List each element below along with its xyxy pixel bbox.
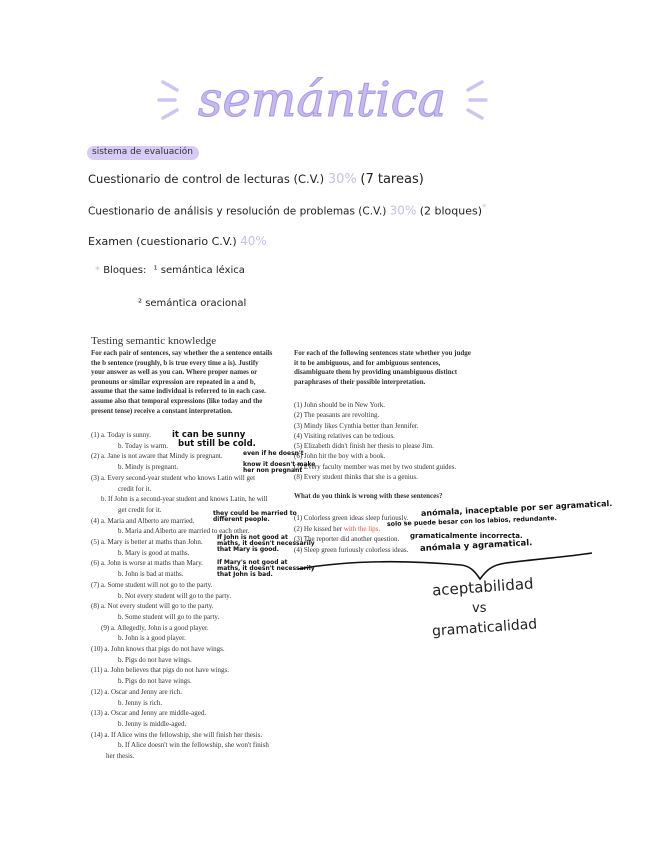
left-item: her thesis. <box>106 752 135 761</box>
left-item: (2) a. Jane is not aware that Mindy is pregnant. <box>91 452 223 461</box>
note-line-3: gramaticalidad <box>431 616 538 640</box>
test-title: Testing semantic knowledge <box>91 335 217 347</box>
note-line-1: aceptabilidad <box>431 574 535 600</box>
eval-item-1-label: Cuestionario de control de lecturas (C.V.) <box>88 172 325 186</box>
section-tag: sistema de evaluación <box>92 147 193 157</box>
left-item: (13) a. Oscar and Jenny are middle-aged. <box>91 709 207 718</box>
right-intro-line: disambiguate them by providing unambiguous distinct <box>294 368 458 377</box>
right-item: (5) Elizabeth didn't finish her thesis to please Jim. <box>294 442 434 451</box>
brace-icon <box>296 545 596 585</box>
left-item: b. Not every student will go to the party. <box>118 591 232 600</box>
left-item: b. Maria and Alberto are married to each other. <box>118 527 250 536</box>
annot-5-line: maths, it doesn't necessarily <box>217 540 315 547</box>
right-item: (1) John should be in New York. <box>294 401 385 409</box>
left-item: b. Jenny is middle-aged. <box>118 719 187 728</box>
left-item: b. Some student will go to the party. <box>118 612 220 621</box>
left-item: (8) a. Not every student will go to the party. <box>91 602 214 611</box>
block-1: ¹ semántica léxica <box>153 265 245 276</box>
right-item: (7) Every faculty member was met by two student guides. <box>294 462 457 471</box>
question-heading: What do you think is wrong with these sentences? <box>294 492 443 500</box>
left-item: b. Mindy is pregnant. <box>118 463 179 472</box>
left-item: (12) a. Oscar and Jenny are rich. <box>91 687 182 696</box>
question-item-highlight: with the lips. <box>343 524 381 533</box>
eval-item-3-label: Examen (cuestionario C.V.) <box>88 235 237 248</box>
annot-4-line: they could be married to <box>213 510 297 517</box>
left-item: b. Mary is good at maths. <box>118 548 190 557</box>
left-item: (3) a. Every second-year student who knows Latin will get <box>91 473 256 482</box>
eval-item-2 <box>88 203 486 218</box>
left-item: (9) a. Allegedly, John is a good player. <box>101 623 209 632</box>
left-item: b. John is bad at maths. <box>118 570 184 579</box>
blocks-line-1 <box>95 265 245 276</box>
left-item: (1) a. Today is sunny. <box>91 431 151 439</box>
right-intro-line: paraphrases of their possible interpretation. <box>294 377 426 386</box>
note-line-2: vs <box>472 601 487 616</box>
right-item: (6) John hit the boy with a book. <box>294 452 386 461</box>
left-intro-line: the b sentence (roughly, b is true every time a is). Justify <box>91 358 259 367</box>
left-item: (6) a. John is worse at maths than Mary. <box>91 559 203 568</box>
question-item <box>294 534 408 545</box>
right-items <box>294 400 504 482</box>
eval-item-3-pct: 40% <box>240 234 267 248</box>
annot-2-line: know it doesn't make <box>243 461 316 468</box>
left-item: (5) a. Mary is better at maths than John. <box>91 538 203 547</box>
annot-2-line: her non pregnant <box>243 467 303 474</box>
eval-item-2-note: (2 bloques) <box>419 204 482 218</box>
eval-item-1 <box>88 172 424 187</box>
question-item-text: (3) The reporter did another question. <box>294 535 400 544</box>
left-item: (7) a. Some student will not go to the party. <box>91 580 213 589</box>
eval-item-3 <box>88 234 267 248</box>
annot-q4: anómala y agramatical. <box>419 538 533 554</box>
left-item: b. Pigs do not have wings. <box>118 655 192 664</box>
blocks-star: * <box>95 265 100 276</box>
left-items <box>91 430 296 762</box>
left-intro-line: assume also that temporal expressions (like today and the <box>91 396 263 405</box>
annot-6-line: If Mary's not good at <box>217 559 288 566</box>
left-item: b. Pigs do not have wings. <box>118 677 192 686</box>
left-item: (11) a. John believes that pigs do not have wings. <box>91 666 229 675</box>
title-text: semántica <box>197 72 447 128</box>
left-intro-line: assume that the same individual is referred to in each case. <box>91 387 266 396</box>
annot-q3: gramaticalmente incorrecta. <box>410 532 523 540</box>
annot-6-line: that John is bad. <box>217 571 273 578</box>
annot-4-line: different people. <box>213 516 270 523</box>
annot-6-line: maths, it doesn't necessarily <box>217 565 315 572</box>
left-intro-line: For each pair of sentences, say whether the a sentence entails <box>91 349 273 357</box>
annot-1: it can be sunny <box>172 430 246 440</box>
right-item: (4) Visiting relatives can be tedious. <box>294 431 395 440</box>
question-item-text: (1) Colorless green ideas sleep furiously. <box>294 514 409 522</box>
eval-item-1-pct: 30% <box>327 172 357 187</box>
annot-q1: anómala, inaceptable por ser agramatical. <box>420 498 613 518</box>
question-item-text: (4) Sleep green furiously colorless ideas. <box>294 545 409 554</box>
eval-item-2-label: Cuestionario de análisis y resolución de problemas (C.V.) <box>88 205 387 218</box>
left-item: get credit for it. <box>118 505 162 514</box>
annot-1b: but still be cold. <box>178 439 256 449</box>
left-item: b. If Alice doesn't win the fellowship, she won't finish <box>118 741 269 750</box>
left-intro-line: your answer as well as you can. Where proper names or <box>91 368 258 377</box>
left-item: b. Today is warm. <box>118 441 169 450</box>
eval-item-2-pct: 30% <box>389 203 417 218</box>
left-item: credit for it. <box>118 484 152 493</box>
right-item: (2) The peasants are revolting. <box>294 411 380 420</box>
right-item: (8) Every student thinks that she is a genius. <box>294 473 418 482</box>
right-item: (3) Mindy likes Cynthia better than Jennifer. <box>294 421 419 430</box>
left-item: (10) a. John knows that pigs do not have wings. <box>91 645 225 654</box>
eval-item-2-star: * <box>482 203 487 213</box>
annot-5-line: If John is not good at <box>217 534 288 541</box>
title-logo <box>155 60 490 135</box>
annot-4 <box>213 511 297 523</box>
left-item: b. Jenny is rich. <box>118 698 163 707</box>
annot-2-line: even if he doesn't <box>243 450 304 457</box>
left-intro <box>91 349 296 416</box>
left-item: b. If John is a second-year student and knows Latin, he will <box>101 495 268 504</box>
eval-item-1-note: (7 tareas) <box>360 172 424 187</box>
annot-q2: solo se puede besar con los labios, redundante. <box>386 515 557 528</box>
left-item: b. John is a good player. <box>118 634 186 643</box>
annot-5-line: that Mary is good. <box>217 546 279 553</box>
blocks-label: Bloques: <box>103 265 147 276</box>
right-intro-line: it to be ambiguous, and for ambiguous sentences, <box>294 358 441 367</box>
block-2: ² semántica oracional <box>138 298 247 309</box>
left-item: (4) a. Maria and Alberto are married. <box>91 516 195 525</box>
question-item-text: (2) He kissed her <box>294 524 344 533</box>
left-intro-line: present tense) receive a constant interpretation. <box>91 406 233 415</box>
right-intro-line: For each of the following sentences state whether you judge <box>294 349 471 357</box>
left-intro-line: pronouns or similar expression are repeated in a and b, <box>91 377 256 386</box>
right-intro <box>294 349 504 387</box>
left-item: (14) a. If Alice wins the fellowship, she will finish her thesis. <box>91 730 263 739</box>
